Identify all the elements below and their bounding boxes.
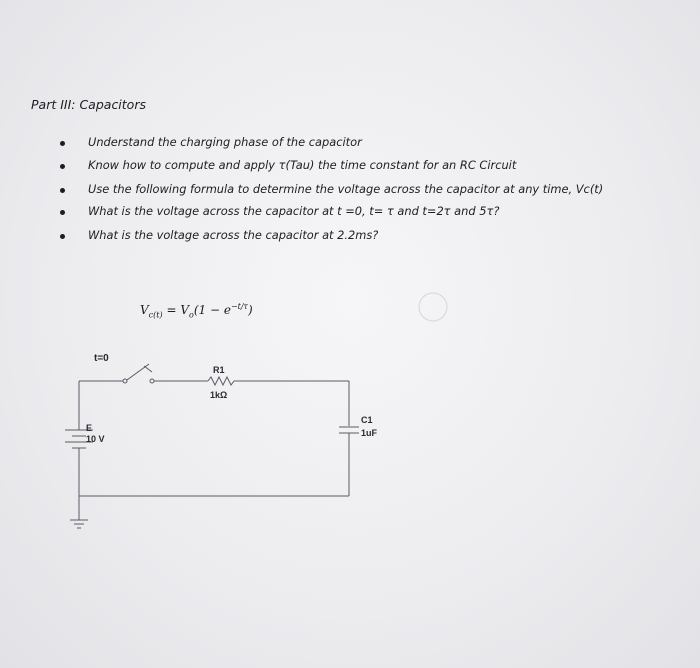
capacitor-value: 1uF [361, 428, 378, 438]
formula-v0: V [180, 303, 189, 317]
formula-lhs-sub: c(t) [148, 310, 163, 320]
formula-paren-open: (1 − e [193, 303, 231, 317]
switch-terminal-left [123, 379, 127, 383]
source-value: 10 V [86, 434, 105, 444]
formula-paren-close: ) [247, 303, 253, 317]
bullet-text: What is the voltage across the capacitor at t =0, t= τ and t=2τ and 5τ? [88, 204, 500, 218]
formula-lhs: V [140, 303, 149, 317]
capacitor-name: C1 [361, 415, 373, 425]
section-title: Part III: Capacitors [31, 97, 146, 112]
resistor-name: R1 [213, 365, 225, 375]
resistor-value: 1kΩ [210, 390, 228, 400]
bullet-text: Understand the charging phase of the capacitor [88, 135, 362, 149]
switch-label: t=0 [94, 353, 109, 364]
resistor-symbol [208, 377, 234, 385]
bullet-text: Know how to compute and apply τ(Tau) the time constant for an RC Circuit [88, 158, 517, 172]
formula-v0-sub: o [189, 310, 194, 320]
switch-arrow [144, 366, 152, 372]
faint-circle-mark [419, 293, 447, 321]
bullet-text: What is the voltage across the capacitor at 2.2ms? [88, 228, 379, 242]
formula-exponent: −t/τ [230, 302, 248, 311]
formula-equals: = [166, 303, 177, 317]
bullet-text: Use the following formula to determine the voltage across the capacitor at any time, Vc(t) [88, 182, 604, 196]
switch-blade [127, 364, 149, 380]
switch-terminal-right [150, 379, 154, 383]
source-name: E [86, 423, 93, 433]
